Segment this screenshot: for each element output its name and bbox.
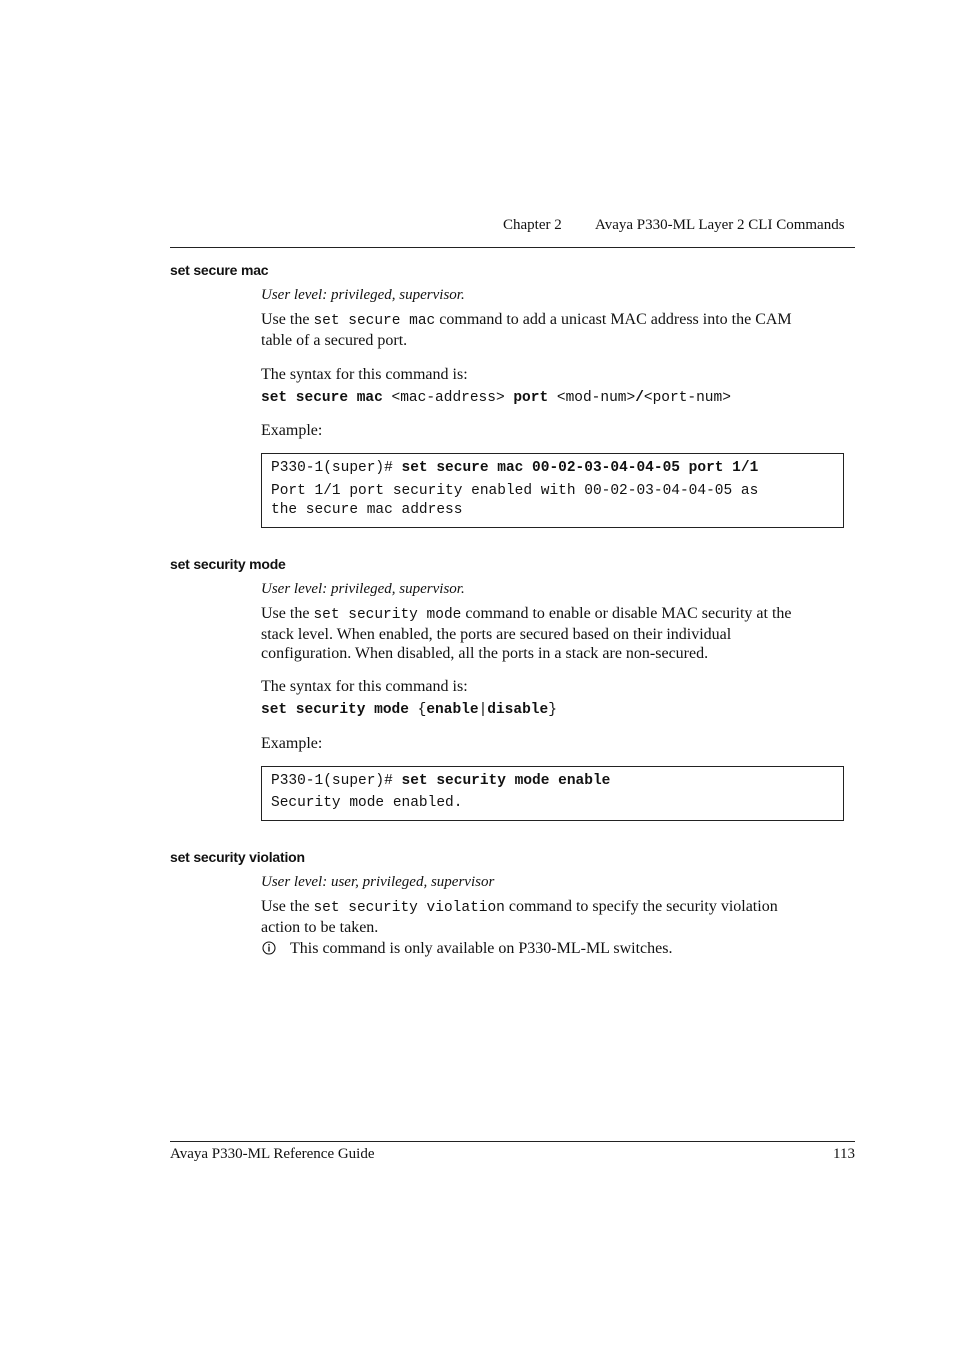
syntax-keyword: port — [513, 390, 549, 406]
syntax-separator: / — [635, 390, 644, 406]
syntax-intro: The syntax for this command is: — [261, 366, 468, 383]
info-icon — [262, 941, 276, 955]
syntax-line — [261, 390, 731, 406]
syntax-option: disable — [487, 702, 549, 718]
prompt: P330-1(super)# — [271, 773, 402, 789]
footer-title: Avaya P330-ML Reference Guide — [170, 1146, 375, 1162]
desc-text: command to enable or disable MAC security at the — [461, 605, 792, 622]
desc-text: command to specify the security violation — [504, 898, 778, 915]
syntax-command: set security mode — [261, 702, 409, 718]
header-title: Avaya P330-ML Layer 2 CLI Commands — [595, 217, 845, 233]
inline-code: set security violation — [313, 900, 505, 916]
syntax-brace: } — [548, 702, 557, 718]
desc-text: configuration. When disabled, all the ports in a stack are non-secured. — [261, 645, 709, 662]
example-output-line: the secure mac address — [271, 502, 463, 518]
syntax-arg: <port-num> — [643, 390, 731, 406]
user-level: User level: user, privileged, supervisor — [261, 874, 495, 890]
syntax-line — [261, 702, 557, 718]
example-output-line: Security mode enabled. — [271, 795, 463, 811]
example-box — [261, 453, 844, 528]
header-rule — [170, 247, 855, 248]
example-label: Example: — [261, 735, 323, 752]
section-heading-set-security-violation: set security violation — [170, 849, 305, 865]
syntax-option: enable — [426, 702, 479, 718]
description — [261, 310, 861, 350]
inline-code: set security mode — [313, 607, 462, 623]
syntax-separator: | — [478, 702, 488, 718]
desc-text: stack level. When enabled, the ports are secured based on their individual — [261, 626, 732, 643]
page-number: 113 — [833, 1146, 855, 1162]
prompt: P330-1(super)# — [271, 460, 402, 476]
desc-text: action to be taken. — [261, 919, 379, 936]
user-level: User level: privileged, supervisor. — [261, 287, 465, 303]
syntax-command: set secure mac — [261, 390, 383, 406]
section-heading-set-secure-mac: set secure mac — [170, 262, 269, 278]
note-text: This command is only available on P330-ML-ML switches. — [290, 940, 673, 957]
example-box — [261, 766, 844, 821]
command: set security mode enable — [401, 773, 611, 789]
syntax-arg: <mac-address> — [382, 390, 514, 406]
inline-code: set secure mac — [313, 313, 436, 329]
desc-text: table of a secured port. — [261, 332, 408, 349]
footer-rule — [170, 1141, 855, 1142]
syntax-arg: <mod-num> — [548, 390, 636, 406]
example-command-line — [271, 773, 610, 789]
syntax-brace: { — [408, 702, 427, 718]
desc-text: Use the — [261, 898, 314, 915]
section-heading-set-security-mode: set security mode — [170, 556, 286, 572]
description — [261, 604, 861, 663]
user-level: User level: privileged, supervisor. — [261, 581, 465, 597]
example-command-line — [271, 460, 758, 476]
desc-text: Use the — [261, 605, 314, 622]
example-label: Example: — [261, 422, 323, 439]
syntax-intro: The syntax for this command is: — [261, 678, 468, 695]
header-chapter: Chapter 2 — [503, 217, 562, 233]
desc-text: Use the — [261, 311, 314, 328]
command: set secure mac 00-02-03-04-04-05 port 1/1 — [401, 460, 759, 476]
desc-text: command to add a unicast MAC address into the CAM — [435, 311, 792, 328]
description — [261, 897, 861, 937]
example-output-line: Port 1/1 port security enabled with 00-02-03-04-04-05 as — [271, 483, 759, 499]
